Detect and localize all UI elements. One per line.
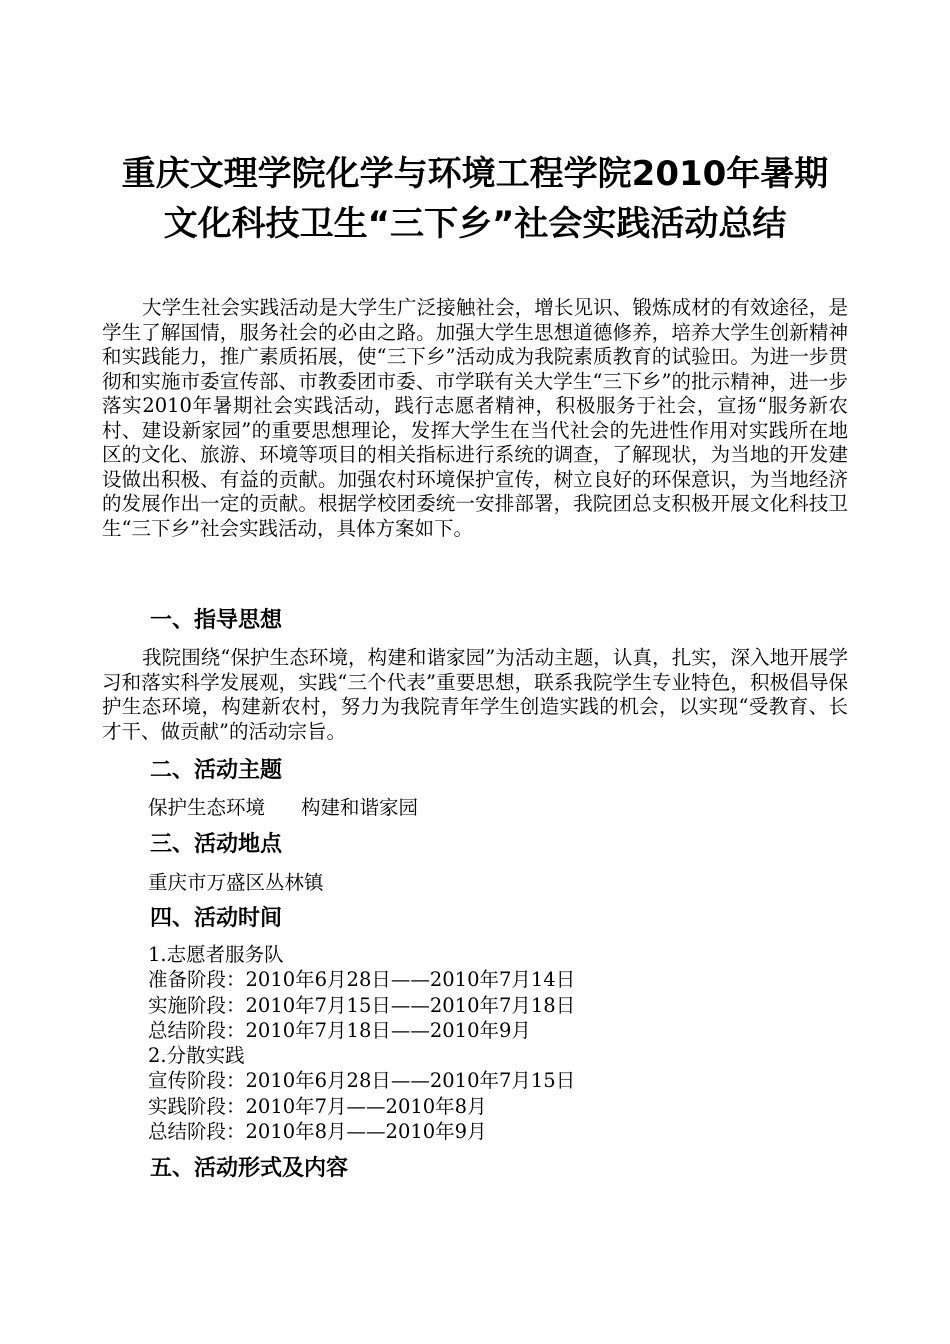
activity-location-text: 重庆市万盛区丛林镇	[148, 871, 324, 894]
document-title-line-2: 文化科技卫生“三下乡”社会实践活动总结	[163, 204, 787, 244]
section-heading-activity-location: 三、活动地点	[150, 832, 283, 857]
guiding-ideology-paragraph: 我院围绕“保护生态环境，构建和谐家园”为活动主题，认真，扎实，深入地开展学习和落实科学发展观，实践“三个代表”重要思想，联系我院学生专业特色，积极倡导保护生态环境，构建新农村，努力为我院青年学生创造实践的机会，以实现“受教育、长才干、做贡献”的活动宗旨。	[102, 646, 848, 743]
time-line: 总结阶段：2010年8月——2010年9月	[148, 1120, 487, 1144]
time-line: 1.志愿者服务队	[148, 943, 284, 966]
time-line: 实践阶段：2010年7月——2010年8月	[148, 1094, 487, 1118]
activity-time-list	[148, 942, 575, 1144]
section-heading-activity-form: 五、活动形式及内容	[150, 1156, 349, 1181]
time-line: 总结阶段：2010年7月18日——2010年9月	[148, 1018, 531, 1042]
time-line: 实施阶段：2010年7月15日——2010年7月18日	[148, 993, 576, 1017]
activity-theme-part-1: 保护生态环境	[148, 796, 266, 819]
section-heading-activity-time: 四、活动时间	[150, 906, 283, 931]
activity-theme-line	[148, 795, 418, 821]
activity-theme-part-2: 构建和谐家园	[301, 796, 419, 819]
time-line: 2.分散实践	[148, 1044, 245, 1068]
time-line: 准备阶段：2010年6月28日——2010年7月14日	[148, 968, 576, 992]
document-title-line-1: 重庆文理学院化学与环境工程学院2010年暑期	[121, 154, 829, 194]
section-heading-activity-theme: 二、活动主题	[150, 758, 283, 783]
intro-section	[102, 296, 848, 541]
guiding-ideology-section	[102, 646, 848, 744]
time-line: 宣传阶段：2010年6月28日——2010年7月15日	[148, 1069, 576, 1093]
section-heading-guiding-ideology: 一、指导思想	[150, 608, 283, 633]
intro-paragraph: 大学生社会实践活动是大学生广泛接触社会，增长见识、锻炼成材的有效途径，是学生了解国情，服务社会的必由之路。加强大学生思想道德修养，培养大学生创新精神和实践能力，推广素质拓展，使“三下乡”活动成为我院素质教育的试验田。为进一步贯彻和实施市委宣传部、市教委团市委、市学联有关大学生“三下乡”的批示精神，进一步落实2010年暑期社会实践活动，践行志愿者精神，积极服务于社会，宣扬“服务新农村、建设新家园”的重要思想理论，发挥大学生在当代社会的先进性作用对实践所在地区的文化、旅游、环境等项目的相关指标进行系统的调查，了解现状，为当地的开发建设做出积极、有益的贡献。加强农村环境保护宣传，树立良好的环保意识，为当地经济的发展作出一定的贡献。根据学校团委统一安排部署，我院团总支积极开展文化科技卫生“三下乡”社会实践活动，具体方案如下。	[102, 296, 848, 540]
